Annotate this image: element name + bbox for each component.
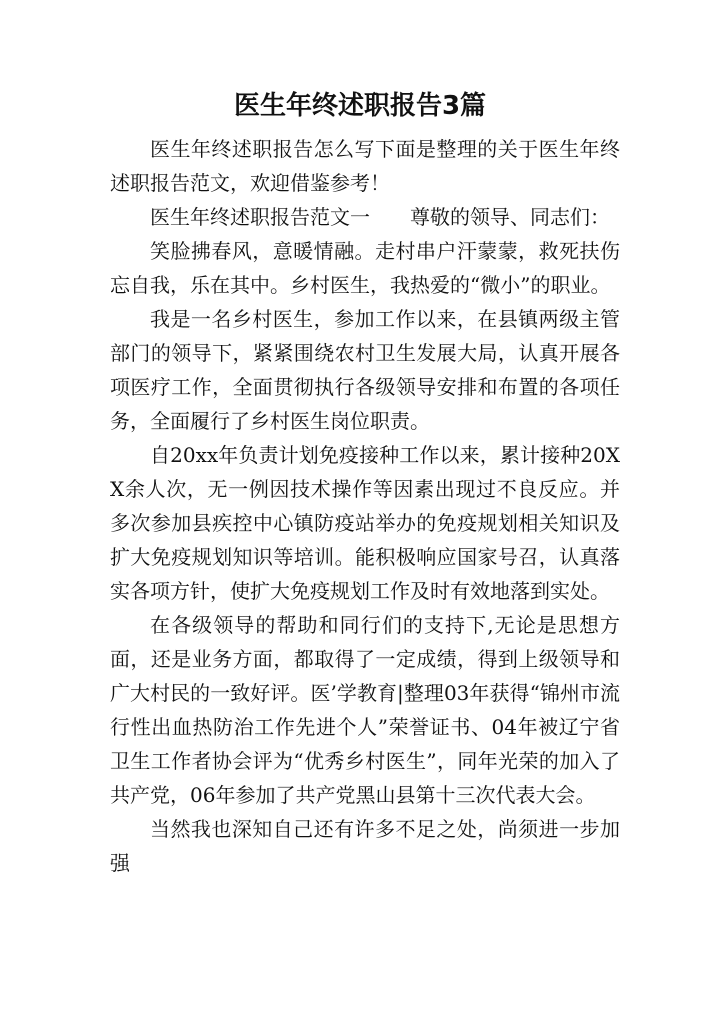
paragraph-intro: 医生年终述职报告怎么写下面是整理的关于医生年终述职报告范文，欢迎借鉴参考！ (110, 137, 620, 195)
salutation: 尊敬的领导、同志们： (410, 205, 610, 229)
sample-heading: 医生年终述职报告范文一 (150, 205, 370, 229)
document-title: 医生年终述职报告3篇 (233, 91, 487, 121)
paragraph-shortcomings: 当然我也深知自己还有许多不足之处，尚须进一步加强 (110, 817, 620, 875)
paragraph-duties: 我是一名乡村医生，参加工作以来，在县镇两级主管部门的领导下，紧紧围绕农村卫生发展大局，认真开展各项医疗工作，全面贯彻执行各级领导安排和布置的各项任务，全面履行了乡村医生岗位职责。 (110, 307, 620, 433)
paragraph-immunization: 自20xx年负责计划免疫接种工作以来，累计接种20XX余人次，无一例因技术操作等因素出现过不良反应。并多次参加县疾控中心镇防疫站举办的免疫规划相关知识及扩大免疫规划知识等培训。能积极响应国家号召，认真落实各项方针，使扩大免疫规划工作及时有效地落到实处。 (110, 443, 620, 603)
document-body (110, 132, 620, 880)
paragraph-opening: 笑脸拂春风，意暖情融。走村串户汗蒙蒙，救死扶伤忘自我，乐在其中。乡村医生，我热爱的“微小”的职业。 (110, 239, 620, 297)
paragraph-achievements: 在各级领导的帮助和同行们的支持下,无论是思想方面，还是业务方面，都取得了一定成绩，得到上级领导和广大村民的一致好评。医’学教育|整理03年获得“锦州市流行性出血热防治工作先进个人”荣誉证书、04年被辽宁省卫生工作者协会评为“优秀乡村医生”，同年光荣的加入了共产党，06年参加了共产党黑山县第十三次代表大会。 (110, 613, 620, 807)
paragraph-heading-line (110, 200, 620, 234)
